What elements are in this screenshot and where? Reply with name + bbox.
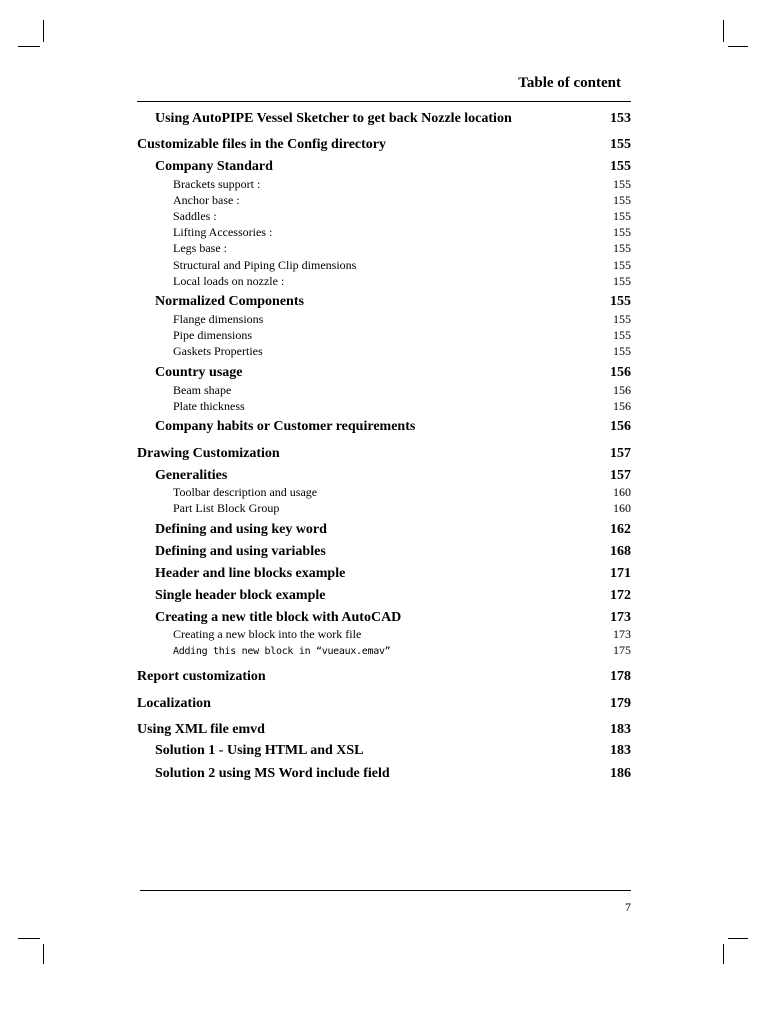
toc-entry-label: Creating a new title block with AutoCAD — [155, 610, 402, 625]
footer-rule — [140, 890, 631, 891]
toc-entry-page: 186 — [610, 766, 631, 781]
toc-entry-page: 171 — [610, 566, 631, 581]
toc-entry-page: 155 — [613, 225, 631, 239]
toc-entry[interactable] — [137, 643, 631, 658]
toc-entry-label: Brackets support : — [173, 177, 261, 191]
toc-entry-label: Using AutoPIPE Vessel Sketcher to get back Nozzle location — [155, 111, 512, 126]
toc-entry-label: Solution 2 using MS Word include field — [155, 766, 390, 781]
toc-entry-page: 156 — [610, 419, 631, 434]
toc-entry[interactable] — [137, 383, 631, 398]
toc-entry-label: Customizable files in the Config directory — [137, 137, 386, 152]
toc-entry[interactable] — [137, 312, 631, 327]
toc-entry-page: 155 — [613, 241, 631, 255]
toc-entry-label: Company habits or Customer requirements — [155, 419, 416, 434]
toc-entry[interactable] — [137, 588, 631, 604]
toc-entry-page: 173 — [610, 610, 631, 625]
toc-entry-label: Single header block example — [155, 588, 326, 603]
toc-entry-label: Normalized Components — [155, 294, 304, 309]
toc-entry-page: 173 — [613, 627, 631, 641]
toc-entry[interactable] — [137, 137, 631, 153]
toc-entry-page: 155 — [613, 193, 631, 207]
toc-entry-label: Country usage — [155, 365, 243, 380]
toc-entry[interactable] — [137, 241, 631, 256]
crop-mark — [43, 944, 44, 964]
toc-entry-page: 155 — [610, 137, 631, 152]
toc-entry[interactable] — [137, 177, 631, 192]
toc-entry-page: 155 — [613, 312, 631, 326]
toc-entry-page: 155 — [610, 294, 631, 309]
toc-entry-label: Toolbar description and usage — [173, 485, 318, 499]
toc-entry-label: Defining and using key word — [155, 522, 327, 537]
toc-entry[interactable] — [137, 365, 631, 381]
toc-entry[interactable] — [137, 111, 631, 127]
toc-entry[interactable] — [137, 485, 631, 500]
toc-entry[interactable] — [137, 344, 631, 359]
toc-entry[interactable] — [137, 294, 631, 310]
toc-entry-page: 179 — [610, 696, 631, 711]
toc-entry[interactable] — [137, 446, 631, 462]
toc-entry-page: 156 — [613, 383, 631, 397]
toc-entry[interactable] — [137, 225, 631, 240]
toc-entry[interactable] — [137, 610, 631, 626]
toc-entry-page: 153 — [610, 111, 631, 126]
toc-entry-page: 183 — [610, 743, 631, 758]
toc-entry-label: Legs base : — [173, 241, 227, 255]
toc-entry-label: Creating a new block into the work file — [173, 627, 362, 641]
toc-entry[interactable] — [137, 544, 631, 560]
toc-entry[interactable] — [137, 258, 631, 273]
page-number: 7 — [625, 900, 631, 914]
toc-entry-label: Lifting Accessories : — [173, 225, 273, 239]
toc-entry[interactable] — [137, 468, 631, 484]
crop-mark — [43, 20, 44, 42]
toc-entry-page: 155 — [610, 159, 631, 174]
crop-mark — [728, 46, 748, 47]
toc-entry[interactable] — [137, 766, 631, 782]
crop-mark — [723, 944, 724, 964]
toc-entry-page: 155 — [613, 258, 631, 272]
toc-entry[interactable] — [137, 274, 631, 289]
toc-entry-page: 157 — [610, 446, 631, 461]
header-rule — [137, 101, 631, 102]
toc-entry[interactable] — [137, 419, 631, 435]
toc-entry[interactable] — [137, 399, 631, 414]
toc-entry-label: Structural and Piping Clip dimensions — [173, 258, 357, 272]
toc-entry-page: 155 — [613, 274, 631, 288]
toc-entry[interactable] — [137, 159, 631, 175]
toc-entry-page: 168 — [610, 544, 631, 559]
toc-entry[interactable] — [137, 566, 631, 582]
toc-entry-label: Defining and using variables — [155, 544, 326, 559]
toc-entry-page: 156 — [610, 365, 631, 380]
toc-entry-label: Plate thickness — [173, 399, 245, 413]
toc-entry-page: 172 — [610, 588, 631, 603]
toc-entry-label: Solution 1 - Using HTML and XSL — [155, 743, 364, 758]
toc-entry[interactable] — [137, 743, 631, 759]
toc-entry-page: 160 — [613, 485, 631, 499]
toc-entry-label: Using XML file emvd — [137, 722, 265, 737]
toc-entry-label: Drawing Customization — [137, 446, 280, 461]
toc-entry-label: Anchor base : — [173, 193, 240, 207]
toc-entry-label: Report customization — [137, 669, 266, 684]
toc-entry-label: Beam shape — [173, 383, 232, 397]
crop-mark — [728, 938, 748, 939]
toc-entry[interactable] — [137, 627, 631, 642]
toc-entry-page: 156 — [613, 399, 631, 413]
toc-entry-label: Generalities — [155, 468, 228, 483]
toc-entry[interactable] — [137, 209, 631, 224]
toc-entry[interactable] — [137, 522, 631, 538]
toc-entry-label: Localization — [137, 696, 211, 711]
toc-entry-label: Local loads on nozzle : — [173, 274, 285, 288]
toc-entry-page: 178 — [610, 669, 631, 684]
toc-entry[interactable] — [137, 696, 631, 712]
toc-entry-label: Saddles : — [173, 209, 217, 223]
toc-entry[interactable] — [137, 501, 631, 516]
toc-entry[interactable] — [137, 722, 631, 738]
toc-entry-label: Gaskets Properties — [173, 344, 263, 358]
toc-entry[interactable] — [137, 328, 631, 343]
toc-entry-label: Flange dimensions — [173, 312, 264, 326]
toc-entry-page: 155 — [613, 209, 631, 223]
toc-entry-label: Company Standard — [155, 159, 273, 174]
toc-entry-page: 183 — [610, 722, 631, 737]
crop-mark — [723, 20, 724, 42]
toc-entry-page: 157 — [610, 468, 631, 483]
toc-entry[interactable] — [137, 193, 631, 208]
crop-mark — [18, 46, 40, 47]
toc-entry-page: 155 — [613, 344, 631, 358]
page-header-title: Table of content — [518, 75, 621, 91]
toc-entry-page: 175 — [613, 643, 631, 657]
toc-entry[interactable] — [137, 669, 631, 685]
toc-entry-label: Part List Block Group — [173, 501, 280, 515]
toc-entry-page: 155 — [613, 177, 631, 191]
toc-entry-label: Adding this new block in “vueaux.emav” — [173, 646, 391, 657]
crop-mark — [18, 938, 40, 939]
toc-entry-label: Pipe dimensions — [173, 328, 253, 342]
toc-entry-label: Header and line blocks example — [155, 566, 346, 581]
toc-entry-page: 160 — [613, 501, 631, 515]
toc-entry-page: 162 — [610, 522, 631, 537]
toc-entry-page: 155 — [613, 328, 631, 342]
